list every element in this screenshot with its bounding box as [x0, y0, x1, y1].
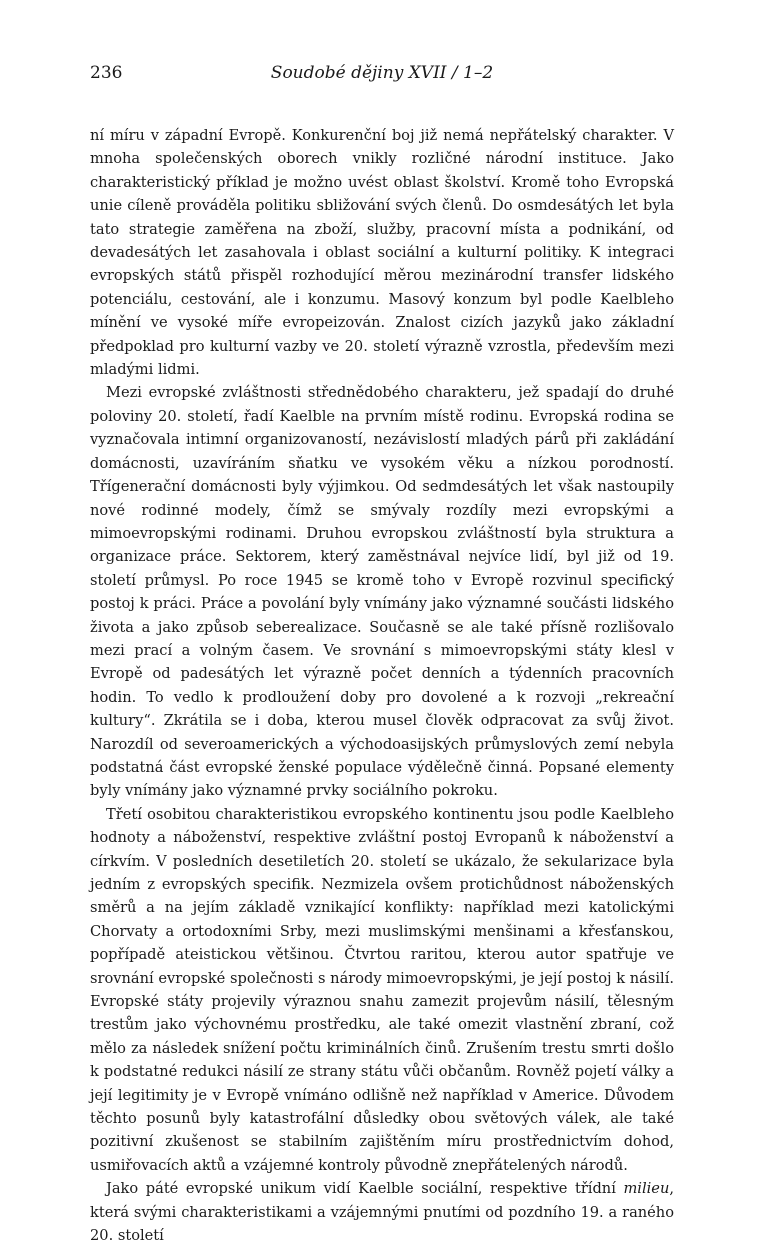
page-number: 236 — [90, 63, 123, 83]
paragraph-1: ní míru v západní Evropě. Konkurenční boj již nemá nepřátelský charakter. V mnoha společenských oborech vnikly rozličné národní instituce. Jako charakteristický příklad je možno uvést oblast školství. Kromě toho Evropská unie cíleně prováděla politiku sbližování svých členů. Do osmdesátých let byla tato strategie zaměřena na zboží, služby, pracovní místa a podnikání, od devadesátých let zasahovala i oblast sociální a kulturní politiky. K integraci evropských států přispěl rozhodující měrou mezinárodní transfer lidského potenciálu, cestování, ale i konzumu. Masový konzum byl podle Kaelbleho mínění ve vysoké míře evropeizován. Znalost cizích jazyků jako základní předpoklad pro kulturní vazby ve 20. století výrazně vzrostla, především mezi mladými lidmi. — [90, 127, 674, 379]
paragraph-4-text-after: , která svými charakteristikami a vzájemnými pnutími od pozdního 19. a raného 20. století — [90, 1180, 674, 1245]
paragraph-4-emphasis: milieu — [623, 1180, 670, 1198]
paragraph-4-text-before: Jako páté evropské unikum vidí Kaelble sociální, respektive třídní — [106, 1180, 624, 1198]
paragraph-3: Třetí osobitou charakteristikou evropského kontinentu jsou podle Kaelbleho hodnoty a náboženství, respektive zvláštní postoj Evropanů k náboženství a církvím. V posledních desetiletích 20. století se ukázalo, že sekularizace byla jedním z evropských specifik. Nezmizela ovšem protichůdnost náboženských směrů a na jejím základě vznikající konflikty: například mezi katolickými Chorvaty a ortodoxními Srby, mezi muslimskými menšinami a křesťanskou, popřípadě ateistickou většinou. Čtvrtou raritou, kterou autor spatřuje ve srovnání evropské společnosti s národy mimoevropskými, je její postoj k násilí. Evropské státy projevily výraznou snahu zamezit projevům násilí, tělesným trestům jako výchovnému prostředku, ale také omezit vlastnění zbraní, což mělo za následek snížení počtu kriminálních činů. Zrušením trestu smrti došlo k podstatné redukci násilí ze strany státu vůči občanům. Rovněž pojetí války a její legitimity je v Evropě vnímáno odlišně než například v Americe. Důvodem těchto posunů byly katastrofální důsledky obou světových válek, ale také pozitivní zkušenost se stabilním zajištěním míru prostřednictvím dohod, usmiřovacích aktů a vzájemné kontroly původně znepřátelených národů. — [90, 805, 674, 1174]
running-title: Soudobé dějiny XVII / 1–2 — [270, 63, 494, 83]
paragraph-4 — [90, 1177, 674, 1247]
paragraph-2: Mezi evropské zvláštnosti střednědobého charakteru, jež spadají do druhé poloviny 20. století, řadí Kaelble na prvním místě rodinu. Evropská rodina se vyznačovala intimní organizovaností, nezávislostí mladých párů při zakládání domácnosti, uzavíráním sňatku ve vysokém věku a nízkou porodností. Třígenerační domácnosti byly výjimkou. Od sedmdesátých let však nastoupily nové rodinné modely, čímž se smývaly rozdíly mezi evropskými a mimoevropskými rodinami. Druhou evropskou zvláštností byla struktura a organizace práce. Sektorem, který zaměstnával nejvíce lidí, byl již od 19. století průmysl. Po roce 1945 se kromě toho v Evropě rozvinul specifický postoj k práci. Práce a povolání byly vnímány jako významné součásti lidského života a jako způsob seberealizace. Současně se ale také přísně rozlišovalo mezi prací a volným časem. Ve srovnání s mimoevropskými státy klesl v Evropě od padesátých let výrazně počet denních a týdenních pracovních hodin. To vedlo k prodloužení doby pro dovolené a k rozvoji „rekreační kultury“. Zkrátila se i doba, kterou musel člověk odpracovat za svůj život. Narozdíl od severoamerických a východoasijských průmyslových zemí nebyla podstatná část evropské ženské populace výdělečně činná. Popsané elementy byly vnímány jako významné prvky sociálního pokroku. — [90, 384, 674, 800]
page-header — [90, 60, 674, 86]
article-body — [90, 124, 674, 1248]
